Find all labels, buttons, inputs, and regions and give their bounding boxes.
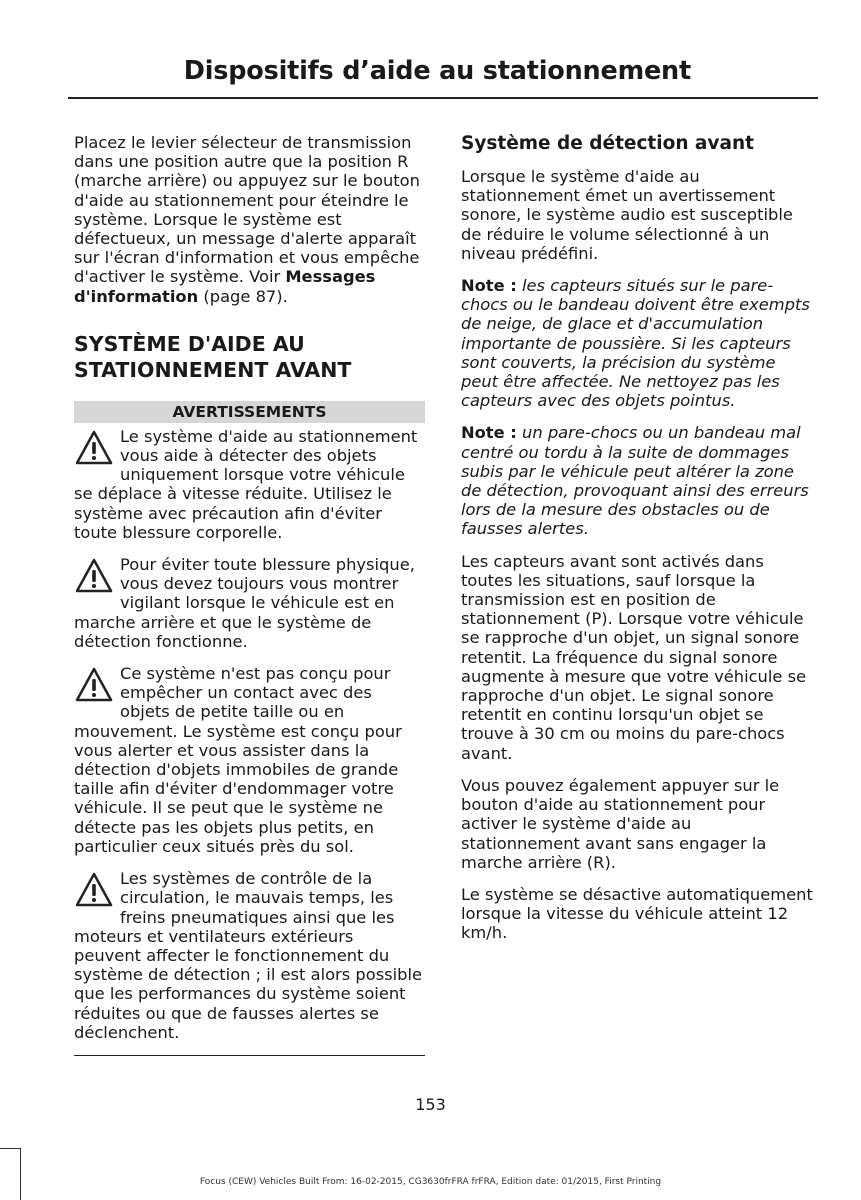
- warning-text: Pour éviter toute blessure physique, vous devez toujours vous montrer vigilant lorsque le véhicule est en marche arrière et que le système de détection fonctionne.: [74, 555, 415, 651]
- warning-item: [74, 869, 425, 1042]
- warning-item: [74, 555, 425, 651]
- crop-mark: [20, 1148, 21, 1200]
- section-title: [74, 331, 425, 383]
- warnings-end-divider: [74, 1055, 425, 1057]
- front-detection-subtitle: Système de détection avant: [461, 133, 754, 154]
- header-divider: [68, 97, 818, 99]
- footer-text: Focus (CEW) Vehicles Built From: 16-02-2015, CG3630frFRA frFRA, Edition date: 01/2015, First Printing: [199, 1177, 662, 1187]
- messages-link[interactable]: Messages d'information: [74, 267, 376, 306]
- left-column: [74, 133, 425, 1056]
- intro-text: Placez le levier sélecteur de transmission dans une position autre que la position R (marche arrière) ou appuyez sur le bouton d'aide au stationnement pour éteindre le système. Lorsque le système est défectueux, un message d'alerte apparaît sur l'écran d'information et vous empêche d'activer le système. Voir: [74, 133, 420, 287]
- page-title: Dispositifs d’aide au stationnement: [183, 56, 691, 86]
- right-column: [461, 133, 814, 956]
- note-sensors: [461, 276, 814, 410]
- section-title-line-2: STATIONNEMENT AVANT: [74, 357, 352, 382]
- paragraph-deactivation: Le système se désactive automatiquement lorsque la vitesse du véhicule atteint 12 km/h.: [461, 884, 813, 943]
- warning-triangle-icon: [74, 871, 114, 909]
- section-title-line-1: SYSTÈME D'AIDE AU: [74, 331, 305, 356]
- crop-mark: [0, 1148, 20, 1149]
- paragraph-sensors-active: Les capteurs avant sont activés dans toutes les situations, sauf lorsque la transmission est en position de stationnement (P). Lorsque votre véhicule se rapproche d'un objet, un signal sonore retentit. La fréquence du signal sonore augmente à mesure que votre véhicule se rapproche d'un objet. Le signal sonore retentit en continu lorsqu'un objet se trouve à 30 cm ou moins du pare-chocs avant.: [461, 551, 807, 763]
- paragraph-audio: Lorsque le système d'aide au stationnement émet un avertissement sonore, le système audio est susceptible de réduire le volume sélectionné à un niveau prédéfini.: [461, 167, 793, 263]
- warning-text: Les systèmes de contrôle de la circulation, le mauvais temps, les freins pneumatiques ainsi que les moteurs et ventilateurs extérieurs peuvent affecter le fonctionnement du système de détection ; il est alors possible que les performances du système soient réduites ou que de fausses alertes se déclenchent.: [74, 869, 423, 1042]
- note-text: les capteurs situés sur le pare-chocs ou le bandeau doivent être exempts de neige, de glace et d'accumulation importante de poussière. Si les capteurs sont couverts, la précision du système peut être affectée. Ne nettoyez pas les capteurs avec des objets pointus.: [461, 276, 810, 411]
- warning-triangle-icon: [74, 429, 114, 467]
- warning-text: Ce système n'est pas conçu pour empêcher un contact avec des objets de petite taille ou en mouvement. Le système est conçu pour vous alerter et vous assister dans la détection d'objets immobiles de grande taille afin d'éviter d'endommager votre véhicule. Il se peut que le système ne détecte pas les objets plus petits, en particulier ceux situés près du sol.: [74, 664, 402, 856]
- warning-item: [74, 664, 425, 856]
- warning-item: [74, 427, 425, 542]
- note-bumper: [461, 423, 814, 538]
- warning-triangle-icon: [74, 557, 114, 595]
- warning-triangle-icon: [74, 666, 114, 704]
- note-label: Note :: [461, 423, 517, 443]
- note-text: un pare-chocs ou un bandeau mal centré ou tordu à la suite de dommages subis par le véhicule peut altérer la zone de détection, provoquant ainsi des erreurs lors de la mesure des obstacles ou de fausses alertes.: [461, 423, 809, 539]
- warning-text: Le système d'aide au stationnement vous aide à détecter des objets uniquement lorsque votre véhicule se déplace à vitesse réduite. Utilisez le système avec précaution afin d'éviter toute blessure corporelle.: [74, 426, 418, 542]
- intro-paragraph: [74, 133, 425, 306]
- warnings-header: AVERTISSEMENTS: [74, 401, 425, 423]
- note-label: Note :: [461, 276, 517, 296]
- page-number: 153: [415, 1095, 446, 1114]
- paragraph-button: Vous pouvez également appuyer sur le bouton d'aide au stationnement pour activer le système d'aide au stationnement avant sans engager la marche arrière (R).: [461, 775, 780, 872]
- intro-tail: (page 87).: [198, 286, 288, 306]
